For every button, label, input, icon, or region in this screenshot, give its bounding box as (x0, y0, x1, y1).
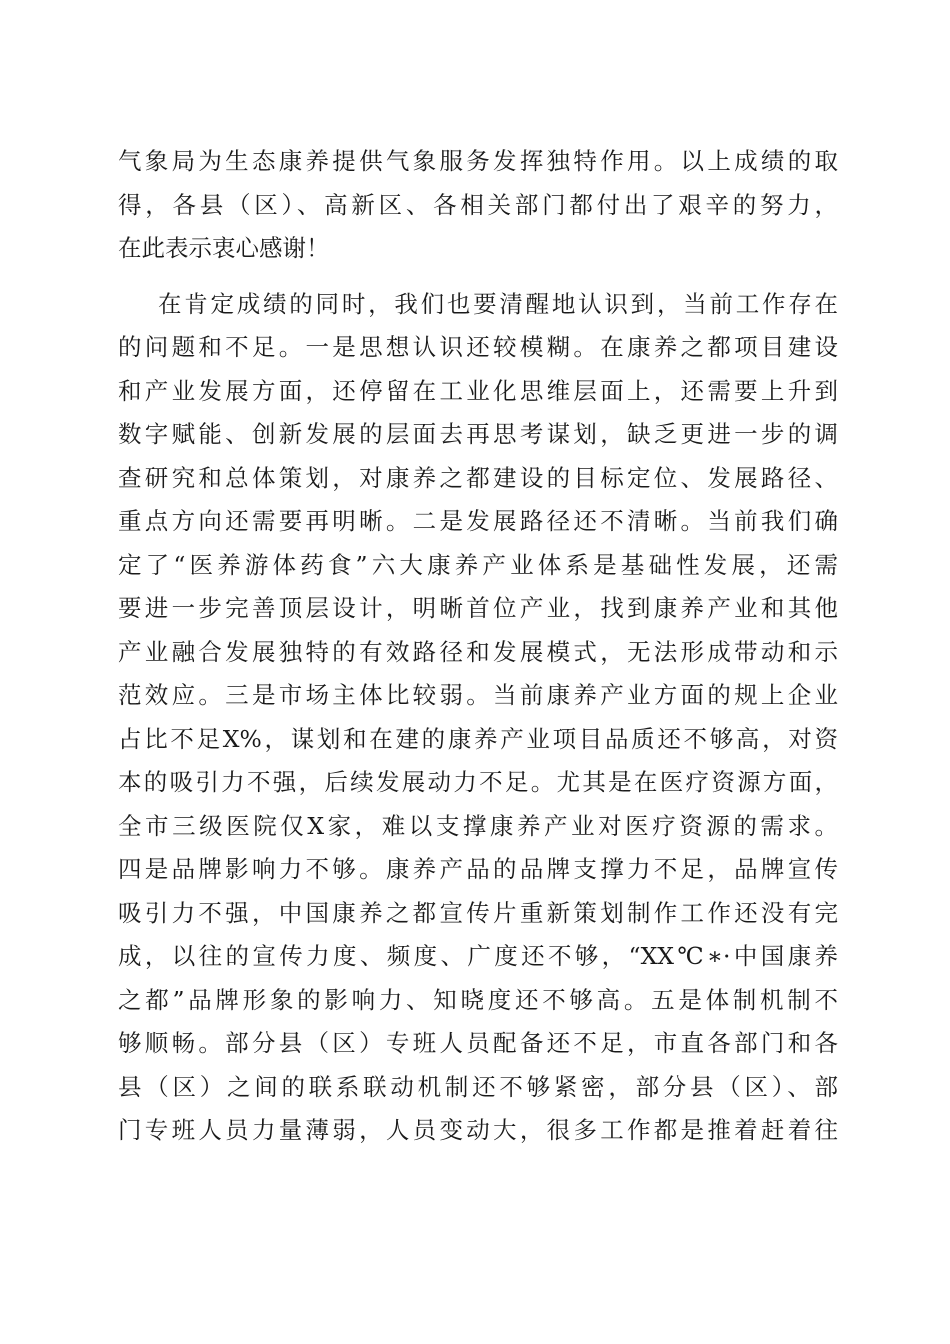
paragraph-gap (118, 271, 838, 283)
text-line: 范效应。三是市场主体比较弱。当前康养产业方面的规上企业 (118, 681, 838, 709)
text-line: 要进一步完善顶层设计，明晰首位产业，找到康养产业和其他 (118, 594, 838, 622)
text-line: 占比不足X%，谋划和在建的康养产业项目品质还不够高，对资 (118, 724, 838, 753)
text-line: 气象局为生态康养提供气象服务发挥独特作用。以上成绩的取 (118, 147, 838, 175)
text-line: 的问题和不足。一是思想认识还较模糊。在康养之都项目建设 (118, 333, 838, 361)
text-line: 查研究和总体策划，对康养之都建设的目标定位、发展路径、 (118, 463, 838, 492)
text-line: 得，各县（区）、高新区、各相关部门都付出了艰辛的努力， (118, 190, 838, 219)
text-line: 产业融合发展独特的有效路径和发展模式，无法形成带动和示 (118, 637, 838, 666)
text-line: 四是品牌影响力不够。康养产品的品牌支撑力不足，品牌宣传 (118, 855, 838, 883)
text-line: 在此表示衷心感谢！ (118, 234, 330, 262)
text-line: 之都”品牌形象的影响力、知晓度还不够高。五是体制机制不 (118, 985, 838, 1014)
text-line: 全市三级医院仅X家，难以支撑康养产业对医疗资源的需求。 (118, 811, 838, 840)
text-line: 和产业发展方面，还停留在工业化思维层面上，还需要上升到 (118, 376, 838, 405)
paragraph-1 (118, 140, 838, 271)
text-line: 本的吸引力不强，后续发展动力不足。尤其是在医疗资源方面， (118, 768, 838, 796)
text-line: 重点方向还需要再明晰。二是发展路径还不清晰。当前我们确 (118, 507, 838, 535)
text-line: 定了“医养游体药食”六大康养产业体系是基础性发展，还需 (118, 550, 838, 579)
text-line: 县（区）之间的联系联动机制还不够紧密，部分县（区）、部 (118, 1072, 838, 1101)
text-line: 成，以往的宣传力度、频度、广度还不够，“XX℃∗·中国康养 (118, 942, 838, 970)
text-line: 够顺畅。部分县（区）专班人员配备还不足，市直各部门和各 (118, 1029, 838, 1057)
text-line: 在肯定成绩的同时，我们也要清醒地认识到，当前工作存在 (158, 289, 838, 318)
paragraph-2 (118, 283, 838, 1153)
body-text (118, 140, 838, 1153)
text-line: 门专班人员力量薄弱，人员变动大，很多工作都是推着赶着往 (118, 1116, 838, 1144)
text-line: 数字赋能、创新发展的层面去再思考谋划，缺乏更进一步的调 (118, 420, 838, 448)
text-line: 吸引力不强，中国康养之都宣传片重新策划制作工作还没有完 (118, 898, 838, 927)
